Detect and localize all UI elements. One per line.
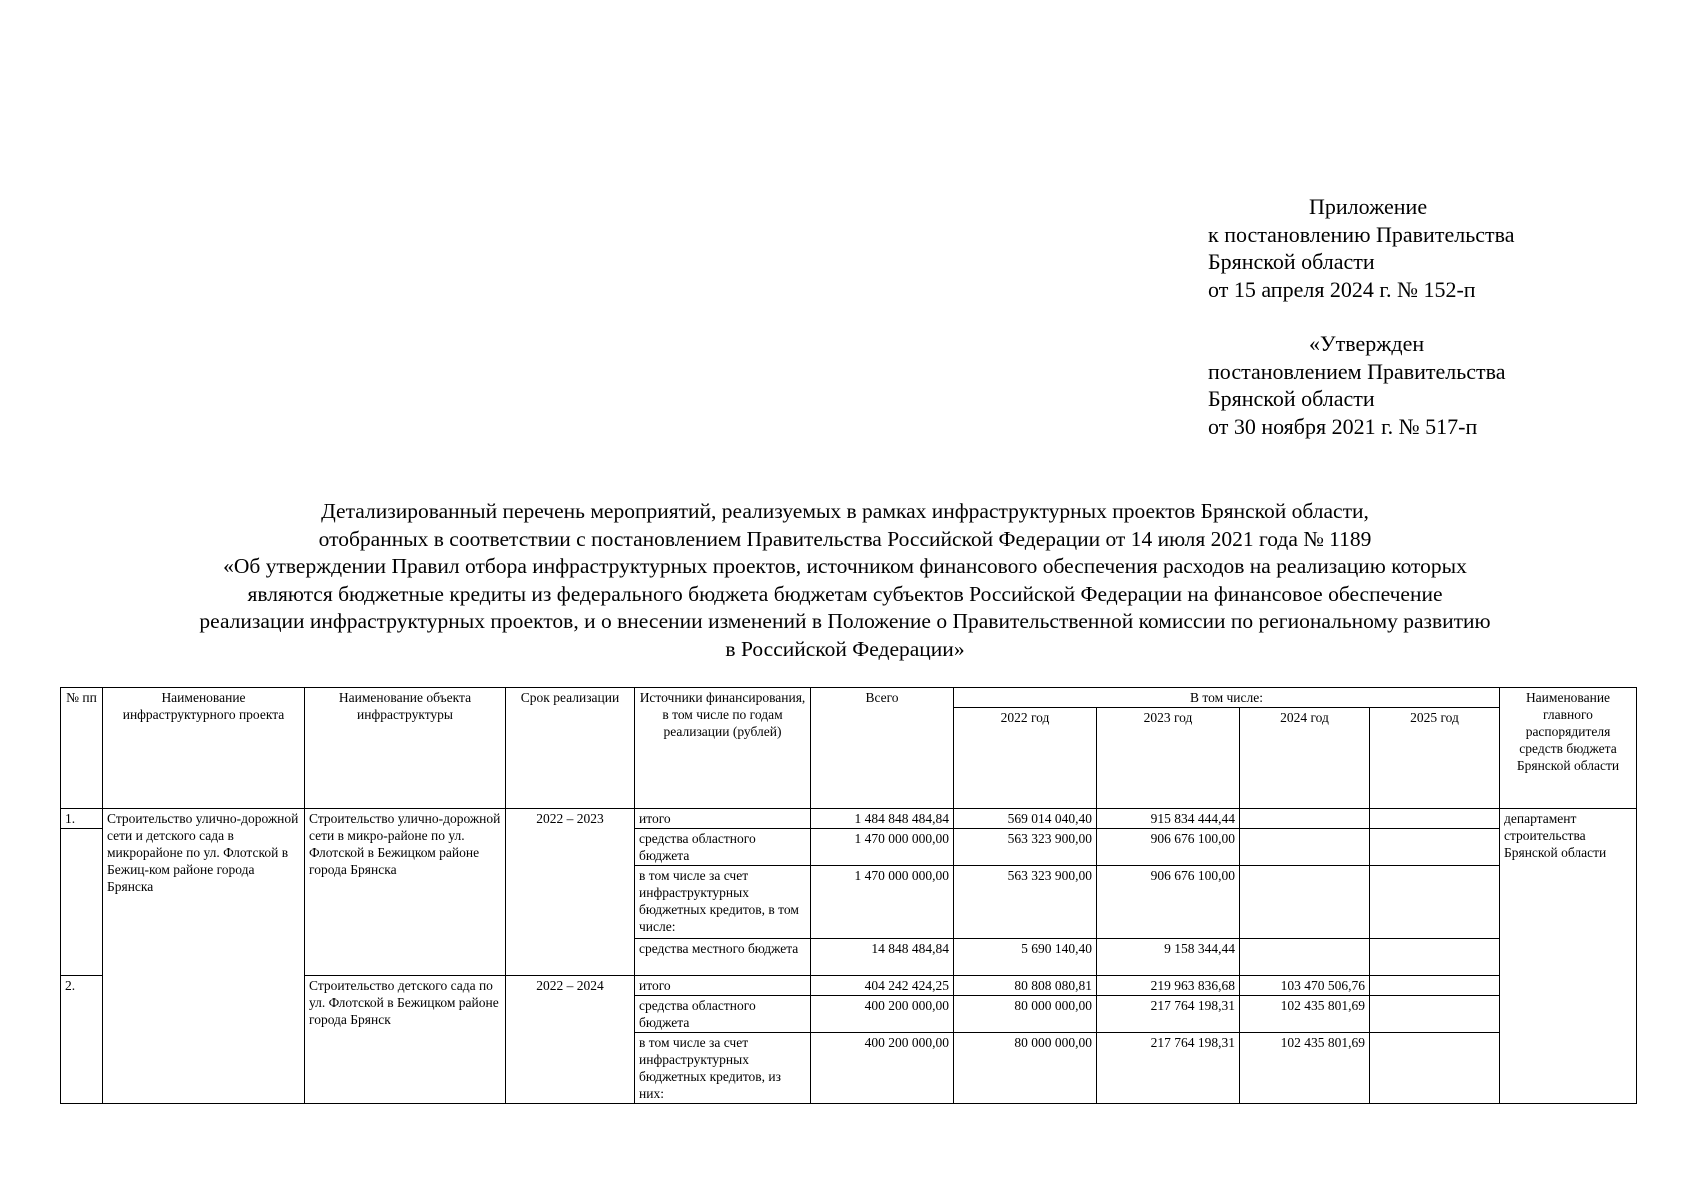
y2022-cell: 80 000 000,00 [954, 996, 1097, 1033]
row-num: 2. [61, 976, 103, 1104]
header-2024: 2024 год [1240, 708, 1370, 809]
header-2023: 2023 год [1097, 708, 1240, 809]
y2022-cell: 80 000 000,00 [954, 1033, 1097, 1104]
header-object: Наименование объекта инфраструктуры [305, 688, 506, 809]
header-2022: 2022 год [954, 708, 1097, 809]
object-name: Строительство детского сада по ул. Флотской в Бежицком районе города Брянск [305, 976, 506, 1104]
row-num: 1. [61, 809, 103, 829]
y2024-cell: 102 435 801,69 [1240, 1033, 1370, 1104]
title-line: отобранных в соответствии с постановлением Правительства Российской Федерации от 14 июля 2021 года № 1189 [318, 526, 1372, 551]
header-2025: 2025 год [1370, 708, 1500, 809]
source-cell: средства областного бюджета [635, 829, 811, 866]
title-line: реализации инфраструктурных проектов, и о внесении изменений в Положение о Правительственной комиссии по региональному развитию [199, 609, 1491, 633]
project-name: Строительство улично-дорожной сети и детского сада в микрорайоне по ул. Флотской в Бежиц-ком районе города Брянска [103, 809, 305, 1104]
total-cell: 1 470 000 000,00 [811, 866, 954, 939]
y2022-cell: 563 323 900,00 [954, 866, 1097, 939]
y2023-cell: 217 764 198,31 [1097, 996, 1240, 1033]
y2023-cell: 219 963 836,68 [1097, 976, 1240, 996]
y2023-cell: 906 676 100,00 [1097, 829, 1240, 866]
source-cell: итого [635, 809, 811, 829]
document-title [80, 498, 1610, 663]
total-cell: 1 470 000 000,00 [811, 829, 954, 866]
table-row [61, 809, 1637, 829]
approved-block [1208, 330, 1506, 440]
y2025-cell [1370, 809, 1500, 829]
total-cell: 400 200 000,00 [811, 1033, 954, 1104]
header-project: Наименование инфраструктурного проекта [103, 688, 305, 809]
total-cell: 14 848 484,84 [811, 939, 954, 976]
measures-table [60, 687, 1637, 1104]
header-term: Срок реализации [506, 688, 635, 809]
row-num-empty [61, 829, 103, 976]
object-name: Строительство улично-дорожной сети в микро-районе по ул. Флотской в Бежицком районе города Брянска [305, 809, 506, 976]
manager-name: департамент строительства Брянской области [1500, 809, 1637, 1104]
source-cell: итого [635, 976, 811, 996]
total-cell: 1 484 848 484,84 [811, 809, 954, 829]
y2022-cell: 5 690 140,40 [954, 939, 1097, 976]
approved-line: постановлением Правительства [1208, 358, 1506, 384]
header-manager: Наименование главного распорядителя средств бюджета Брянской области [1500, 688, 1637, 809]
header-sources: Источники финансирования, в том числе по годам реализации (рублей) [635, 688, 811, 809]
y2022-cell: 80 808 080,81 [954, 976, 1097, 996]
total-cell: 400 200 000,00 [811, 996, 954, 1033]
object-term: 2022 – 2023 [506, 809, 635, 976]
title-line: «Об утверждении Правил отбора инфраструктурных проектов, источником финансового обеспечения расходов на реализацию которых [223, 554, 1467, 578]
y2022-cell: 563 323 900,00 [954, 829, 1097, 866]
header-row [61, 688, 1637, 708]
approved-line: от 30 ноября 2021 г. № 517-п [1208, 413, 1478, 439]
approved-line: Брянской области [1208, 386, 1375, 411]
object-term: 2022 – 2024 [506, 976, 635, 1104]
y2023-cell: 9 158 344,44 [1097, 939, 1240, 976]
source-cell: в том числе за счет инфраструктурных бюджетных кредитов, из них: [635, 1033, 811, 1104]
y2024-cell [1240, 866, 1370, 939]
approved-heading: «Утвержден [1309, 331, 1425, 356]
header-num: № пп [61, 688, 103, 809]
annex-line: к постановлению Правительства [1208, 221, 1515, 247]
y2023-cell: 217 764 198,31 [1097, 1033, 1240, 1104]
title-line: в Российской Федерации» [725, 636, 965, 661]
y2024-cell [1240, 939, 1370, 976]
y2025-cell [1370, 996, 1500, 1033]
y2025-cell [1370, 939, 1500, 976]
total-cell: 404 242 424,25 [811, 976, 954, 996]
y2025-cell [1370, 976, 1500, 996]
y2024-cell: 102 435 801,69 [1240, 996, 1370, 1033]
y2024-cell [1240, 829, 1370, 866]
y2024-cell [1240, 809, 1370, 829]
title-line: являются бюджетные кредиты из федерального бюджета бюджетам субъектов Российской Федерации на финансовое обеспечение [247, 581, 1443, 606]
annex-line: от 15 апреля 2024 г. № 152-п [1208, 276, 1476, 302]
title-line: Детализированный перечень мероприятий, реализуемых в рамках инфраструктурных проектов Брянской области, [321, 499, 1369, 523]
y2025-cell [1370, 866, 1500, 939]
y2024-cell: 103 470 506,76 [1240, 976, 1370, 996]
annex-heading: Приложение [1309, 194, 1428, 219]
source-cell: средства областного бюджета [635, 996, 811, 1033]
header-total: Всего [811, 688, 954, 809]
source-cell: в том числе за счет инфраструктурных бюджетных кредитов, в том числе: [635, 866, 811, 939]
y2022-cell: 569 014 040,40 [954, 809, 1097, 829]
y2023-cell: 915 834 444,44 [1097, 809, 1240, 829]
annex-block [1208, 193, 1514, 303]
y2023-cell: 906 676 100,00 [1097, 866, 1240, 939]
header-including: В том числе: [954, 688, 1500, 708]
source-cell: средства местного бюджета [635, 939, 811, 976]
annex-line: Брянской области [1208, 249, 1375, 274]
y2025-cell [1370, 829, 1500, 866]
y2025-cell [1370, 1033, 1500, 1104]
